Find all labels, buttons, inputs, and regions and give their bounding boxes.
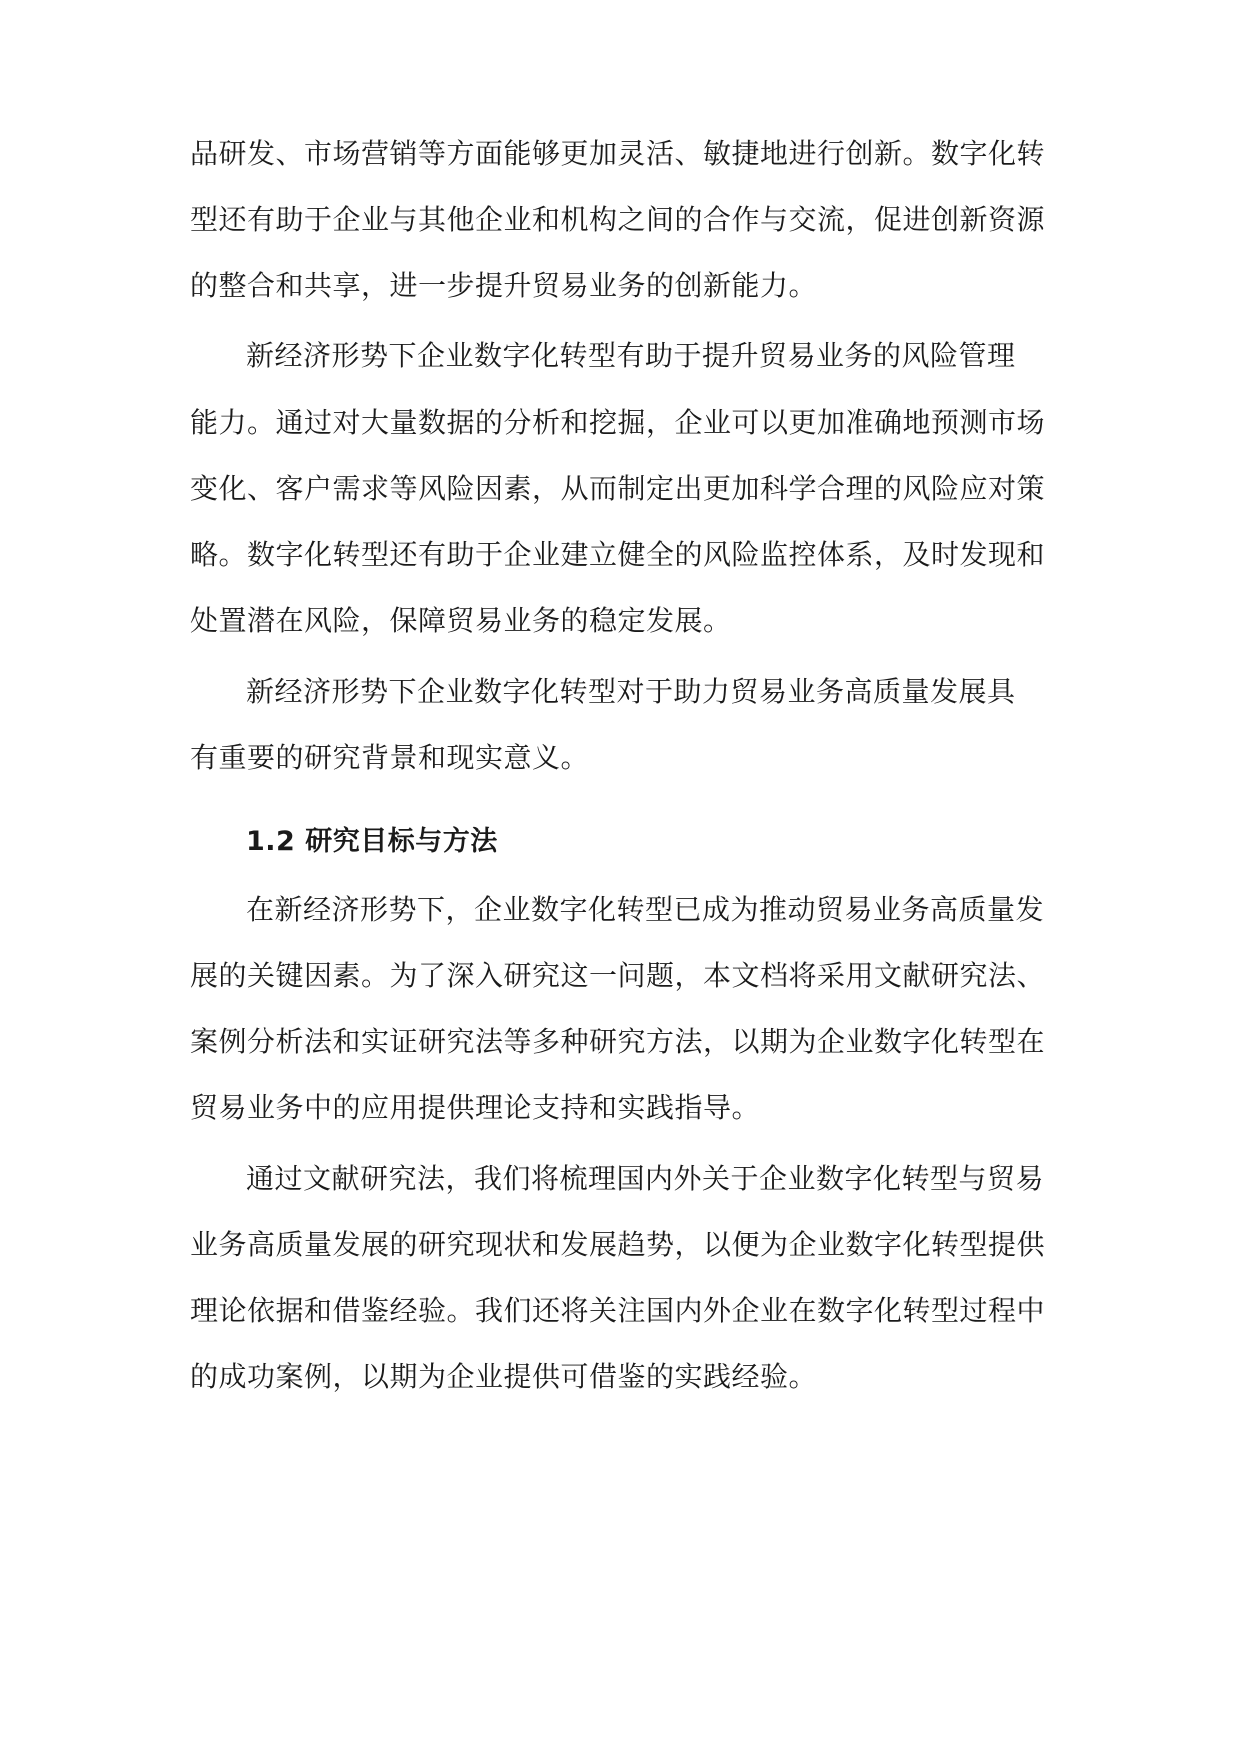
paragraph-line: 展的关键因素。为了深入研究这一问题，本文档将采用文献研究法、 [190,959,1046,992]
paragraph-line: 能力。通过对大量数据的分析和挖掘，企业可以更加准确地预测市场 [190,406,1046,439]
paragraph-line: 的整合和共享，进一步提升贸易业务的创新能力。 [190,269,818,302]
paragraph-line: 案例分析法和实证研究法等多种研究方法，以期为企业数字化转型在 [190,1025,1046,1058]
paragraph-line: 处置潜在风险，保障贸易业务的稳定发展。 [190,604,732,637]
paragraph-line: 变化、客户需求等风险因素，从而制定出更加科学合理的风险应对策 [190,472,1046,505]
paragraph-line: 理论依据和借鉴经验。我们还将关注国内外企业在数字化转型过程中 [190,1294,1046,1327]
paragraph-line: 型还有助于企业与其他企业和机构之间的合作与交流，促进创新资源 [190,203,1046,236]
section-heading: 1.2 研究目标与方法 [246,826,498,857]
paragraph-line: 品研发、市场营销等方面能够更加灵活、敏捷地进行创新。数字化转 [190,137,1046,170]
paragraph-line: 新经济形势下企业数字化转型有助于提升贸易业务的风险管理 [246,339,1016,372]
paragraph-line: 略。数字化转型还有助于企业建立健全的风险监控体系，及时发现和 [190,538,1046,571]
paragraph-line: 在新经济形势下，企业数字化转型已成为推动贸易业务高质量发 [246,893,1045,926]
paragraph-line: 业务高质量发展的研究现状和发展趋势，以便为企业数字化转型提供 [190,1228,1046,1261]
paragraph-line: 有重要的研究背景和现实意义。 [190,741,590,774]
paragraph-line: 新经济形势下企业数字化转型对于助力贸易业务高质量发展具 [246,675,1016,708]
paragraph-line: 贸易业务中的应用提供理论支持和实践指导。 [190,1091,761,1124]
paragraph-line: 通过文献研究法，我们将梳理国内外关于企业数字化转型与贸易 [246,1162,1045,1195]
paragraph-line: 的成功案例，以期为企业提供可借鉴的实践经验。 [190,1360,818,1393]
